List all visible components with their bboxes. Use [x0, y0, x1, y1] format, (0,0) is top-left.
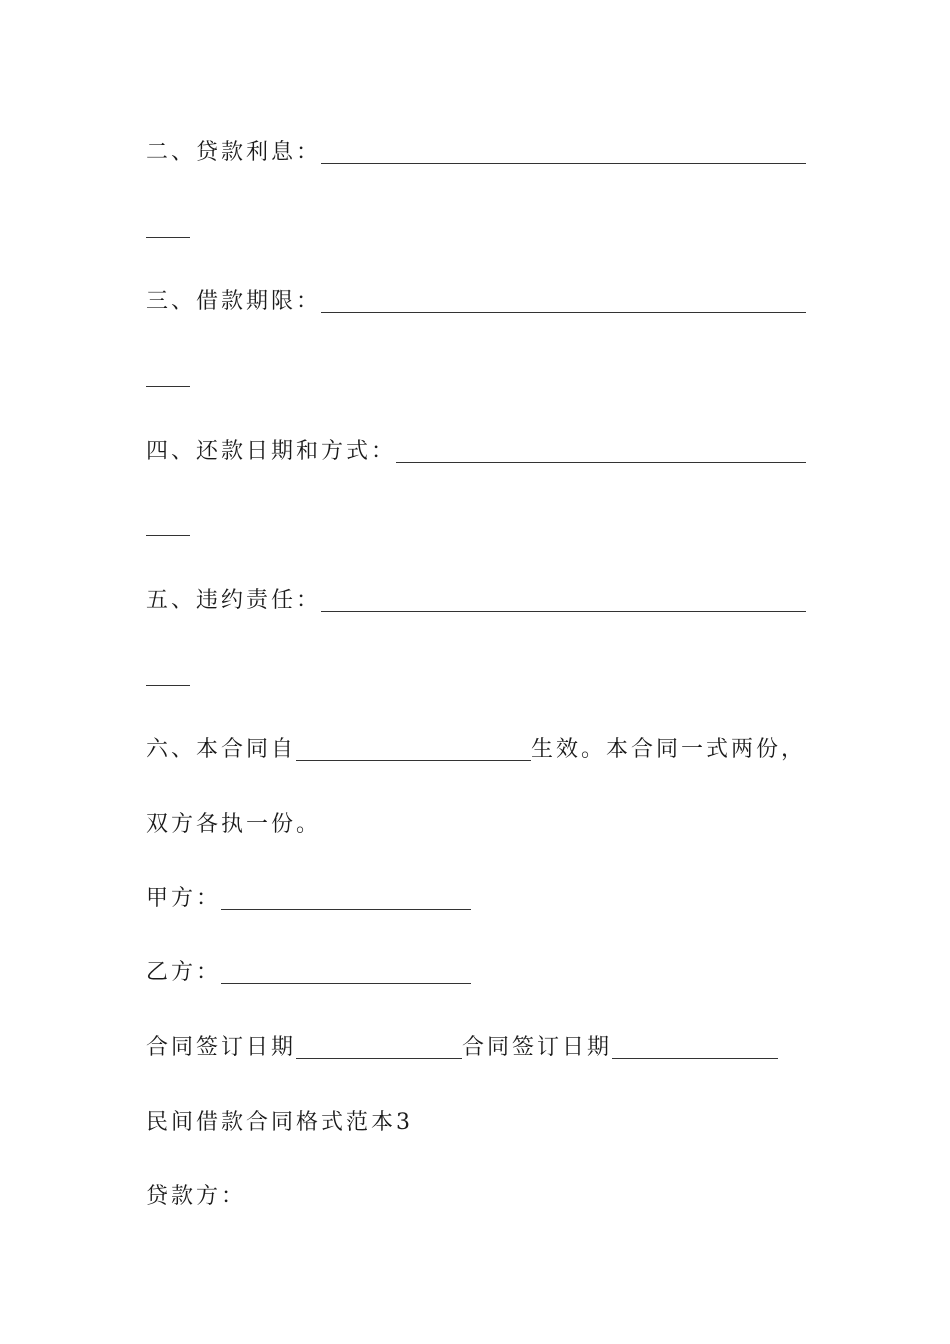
- lender-label: 贷款方：: [146, 1184, 247, 1209]
- clause-continuation: 双方各执一份。: [146, 812, 322, 837]
- lender-label-line: [146, 1182, 806, 1212]
- party-b-blank[interactable]: [221, 961, 471, 984]
- clause-label: 三、借款期限：: [146, 289, 322, 314]
- party-a-line: [146, 884, 806, 914]
- breach-liability-blank-continuation[interactable]: [146, 684, 190, 686]
- clause-label: 四、还款日期和方式：: [146, 439, 397, 464]
- clause-label: 二、贷款利息：: [146, 140, 322, 165]
- section-title: 民间借款合同格式范本3: [146, 1110, 413, 1135]
- party-b-line: [146, 958, 806, 988]
- loan-interest-blank-continuation[interactable]: [146, 236, 190, 238]
- signing-date-line: [146, 1033, 806, 1063]
- breach-liability-blank[interactable]: [321, 589, 806, 612]
- loan-interest-blank[interactable]: [321, 141, 806, 164]
- loan-term-blank-continuation[interactable]: [146, 385, 190, 387]
- repayment-blank[interactable]: [396, 440, 806, 463]
- clause-loan-interest: [146, 138, 806, 168]
- clause-breach-liability: [146, 586, 806, 616]
- clause-prefix: 六、本合同自: [146, 737, 297, 762]
- clause-label: 五、违约责任：: [146, 588, 322, 613]
- signing-date-blank-2[interactable]: [612, 1036, 778, 1059]
- signing-date-label-1: 合同签订日期: [146, 1035, 297, 1060]
- clause-effective: [146, 735, 806, 765]
- party-a-blank[interactable]: [221, 887, 471, 910]
- clause-loan-term: [146, 287, 806, 317]
- party-b-label: 乙方：: [146, 960, 222, 985]
- clause-suffix: 生效。本合同一式两份，: [530, 737, 806, 762]
- signing-date-blank-1[interactable]: [296, 1036, 462, 1059]
- clause-repayment: [146, 437, 806, 467]
- signing-date-label-2: 合同签订日期: [462, 1035, 613, 1060]
- effective-date-blank[interactable]: [296, 738, 531, 761]
- loan-term-blank[interactable]: [321, 290, 806, 313]
- repayment-blank-continuation[interactable]: [146, 534, 190, 536]
- party-a-label: 甲方：: [146, 886, 222, 911]
